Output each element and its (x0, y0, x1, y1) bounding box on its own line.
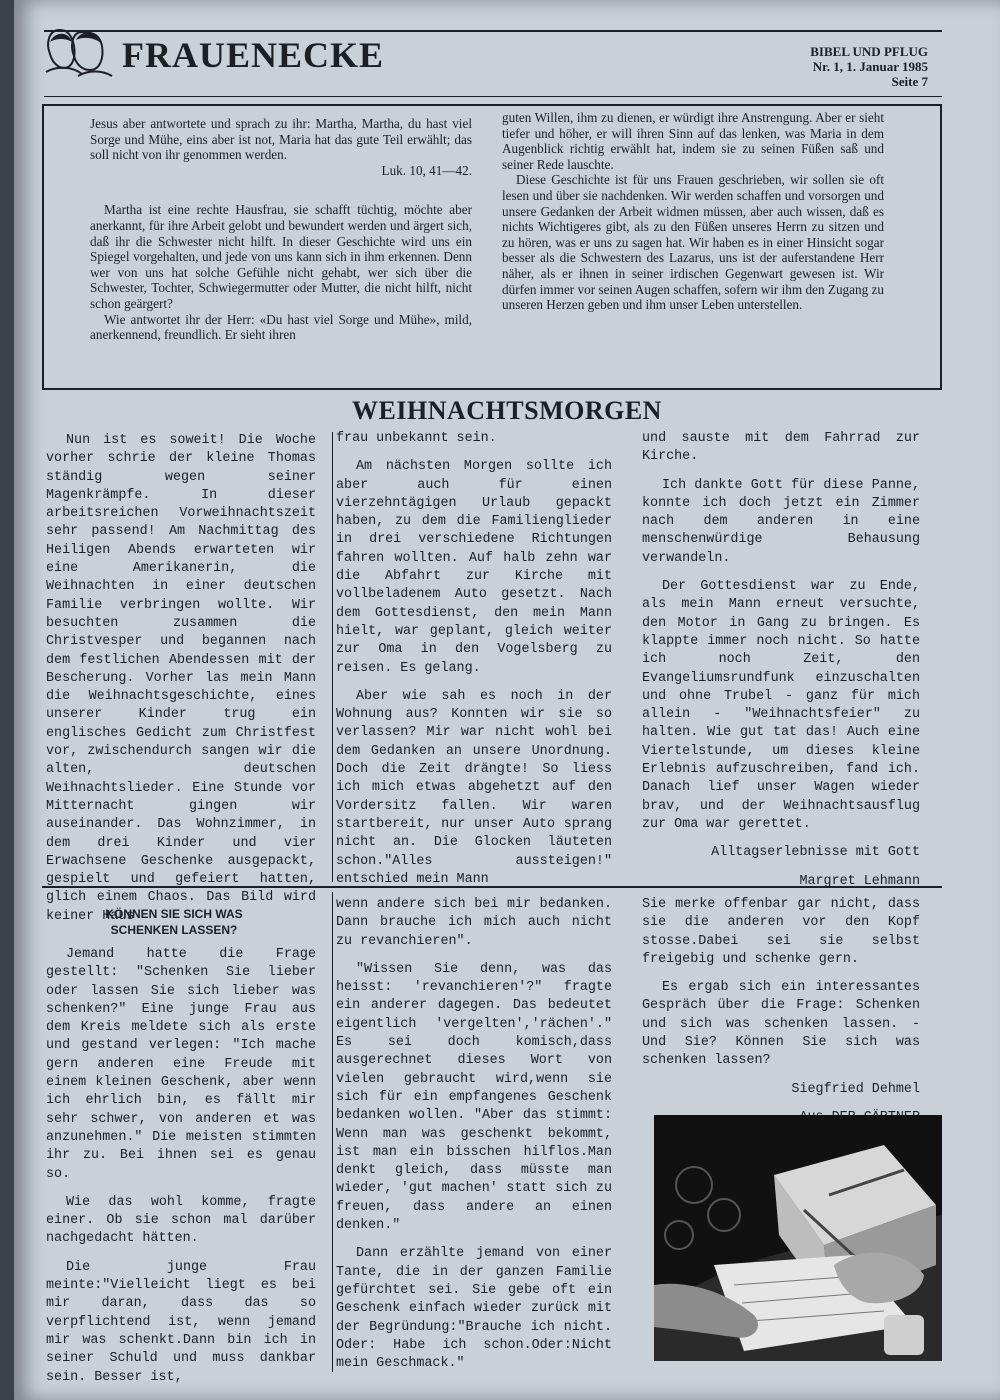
story-paragraph: Aber wie sah es noch in der Wohnung aus? Konnten wir sie so verlassen? Mir war nicht wohl bei dem Gedanken an unsere Unordnung. Doch die Zeit drängte! So liess ich mich etwas abgehetzt auf den Vordersitz fallen. Wir waren startbereit, nur unser Auto sprang nicht an. Die Glocken läuteten schon."Alles aussteigen!" entschied mein Mann (336, 688, 612, 887)
bible-passage-box (42, 104, 942, 390)
story-paragraph: Am nächsten Morgen sollte ich aber auch für einen vierzehntägigen Urlaub gepackt haben, zu dem die Familienglieder in drei verschiedene Richtungen fahren wollten. Auf halb zehn war die Abfahrt zur Kirche mit vollbeladenem Auto gesetzt. Nach dem Gottesdienst, den mein Mann hielt, war geplant, gleich weiter zur Oma in den Vogelsberg zu reisen. Es gelang. (336, 459, 612, 676)
page-number: Seite 7 (891, 74, 928, 89)
masthead-title: FRAUENECKE (122, 35, 385, 75)
story-column-2 (336, 430, 612, 899)
story-column-1 (46, 432, 316, 936)
story-paragraph: Der Gottesdienst war zu Ende, als mein Mann erneut versuchte, den Motor in Gang zu bringen. Es klappte immer noch nicht. So hatte ich noch Zeit, den Evangeliumsrundfunk einzuschalten und ohne Trubel - ganz für mich allein - "Weihnachtsfeier" zu halten. Wie gut tat das! Auch eine Viertelstunde, um dieses kleine Erlebnis aufzuschreiben, fand ich. Danach lief unser Wagen wieder brav, und der Weihnachtsausflug zur Oma war gerettet. (642, 579, 920, 832)
gift-column-2 (336, 896, 612, 1383)
gift-paragraph: wenn andere sich bei mir bedanken. Dann brauche ich mich auch nicht zu revanchieren". (336, 897, 612, 949)
gift-title-line: KÖNNEN SIE SICH WAS (105, 907, 243, 921)
gift-paragraph: Die junge Frau meinte:"Vielleicht liegt es bei mir daran, dass das so verpflichtend ist, wenn jemand mir was schenkt.Dann bin ich in seiner Schuld und muss dankbar sein. Besser ist, (46, 1259, 316, 1385)
gift-title-line: SCHENKEN LASSEN? (110, 923, 238, 937)
gift-article-title (74, 906, 274, 938)
column-divider (332, 892, 333, 1372)
verse-reference: Luk. 10, 41—42. (381, 162, 472, 178)
box-left-column (90, 116, 472, 343)
gift-column-1 (46, 946, 316, 1397)
box-paragraph: Martha ist eine rechte Hausfrau, sie schafft tüchtig, möchte aber anerkannt, für ihre Arbeit gelobt und bewundert werden und ärgert sich, daß ihr die Schwester nicht hilft. In dieser Geschichte wird uns ein Spiegel vorgehalten, und jede von uns kann sich in ihm erkennen. Denn wer von uns hat solche Gefühle nicht gehabt, wer sich über die Schwester, Tochter, Schwiegermutter oder Mutter, die nicht hilft, nicht schon geärgert? (90, 202, 472, 311)
box-paragraph: guten Willen, ihm zu dienen, er würdigt ihre Anstrengung. Aber er sieht tiefer und höher, er will ihren Sinn auf das lenken, was Maria in dem Augenblick richtig erwählt hat, indem sie zu seinen Füßen saß und seiner Rede lauschte. (502, 110, 884, 172)
gift-paragraph: Dann erzählte jemand von einer Tante, die in der ganzen Familie gefürchtet sei. Sie gebe oft ein Geschenk einfach wieder zurück mit der Begründung:"Brauche ich nicht. Oder: Habe ich schon.Oder:Nicht mein Geschmack." (336, 1246, 612, 1372)
publication-name: BIBEL UND PFLUG (810, 44, 928, 59)
story-paragraph: frau unbekannt sein. (336, 431, 497, 446)
story-column-3 (642, 430, 920, 901)
masthead-top-rule (44, 30, 942, 32)
section-divider (42, 886, 942, 888)
gift-paragraph: "Wissen Sie denn, was das heisst: 'revanchieren'?" fragte ein anderer dagegen. Das bedeutet eigentlich 'vergelten','rächen'." Es sei doch komisch,dass ausgerechnet dieses Wort von vielen gebraucht wird,wenn sie sich für ein empfangenes Geschenk bedanken wollen. "Aber das stimmt: Wenn man was geschenkt bekommt, ist man ein bisschen hilflos.Man denkt gleich, dass müsste man wieder, 'gut machen' statt sich zu freuen, dass andere an einen denken." (336, 961, 612, 1234)
newspaper-page (14, 0, 1000, 1400)
box-right-column (502, 110, 884, 313)
gift-photo (654, 1115, 942, 1361)
story-paragraph: und sauste mit dem Fahrrad zur Kirche. (642, 431, 920, 465)
box-paragraph: Wie antwortet ihr der Herr: «Du hast viel Sorge und Mühe», mild, anerkennend, freundlich. Er sieht ihren (90, 311, 472, 343)
story-source: Alltagserlebnisse mit Gott (711, 845, 920, 861)
gift-paragraph: Sie merke offenbar gar nicht, dass sie die anderen vor den Kopf stosse.Dabei sei sie selbst freigebig und schenke gern. (642, 897, 920, 967)
story-paragraph: Nun ist es soweit! Die Woche vorher schrie der kleine Thomas ständig wegen seiner Magenkrämpfe. In dieser arbeitsreichen Vorweihnachtszeit sehr passend! Am Nachmittag des Heiligen Abends erwarteten wir eine Amerikanerin, die Weihnachten in einer deutschen Familie verbringen wollte. Wir besuchten zusammen die Christvesper und begannen nach dem festlichen Abendessen mit der Bescherung. Vorher las mein Mann die Weihnachtsgeschichte, eines unserer Kinder trug ein englisches Gedicht zum Christfest vor, zwischendurch sangen wir die alten, deutschen Weihnachtslieder. Eine Stunde vor Mitternacht gingen wir auseinander. Das Wohnzimmer, in dem drei Kinder und vier Erwachsene Geschenke ausgepackt, gespielt und gefeiert hatten, glich einem Chaos. Das Bild wird keiner Haus (46, 433, 316, 924)
issue-date: Nr. 1, 1. Januar 1985 (812, 59, 928, 74)
gift-paragraph: Wie das wohl komme, fragte einer. Ob sie schon mal darüber nachgedacht hätten. (46, 1194, 316, 1247)
article-headline: WEIHNACHTSMORGEN (352, 396, 662, 425)
gift-paragraph: Jemand hatte die Frage gestellt: "Schenken Sie lieber oder lassen Sie sich lieber was schenken?" Eine junge Frau aus dem Kreis meldete sich als erste und gestand verlegen: "Ich mache gern anderen eine Freude mit einem kleinen Geschenk, aber wenn ich ehrlich bin, es fällt mir sehr schwer, von anderen et was anzunehmen." Die meisten stimmten ihr zu. Bei ihnen sei es genau so. (46, 947, 316, 1182)
column-divider (332, 432, 333, 882)
gift-column-3 (642, 896, 920, 1137)
story-paragraph: Ich dankte Gott für diese Panne, konnte ich doch jetzt ein Zimmer nach dem anderen in eine menschenwürdige Behausung verwandeln. (642, 477, 920, 566)
gift-paragraph: Es ergab sich ein interessantes Gespräch über die Frage: Schenken und sich was schenken lassen. - Und Sie? Können Sie sich was schenken lassen? (642, 980, 920, 1069)
masthead-bottom-rule (44, 96, 942, 97)
gift-author: Siegfried Dehmel (791, 1081, 920, 1097)
box-paragraph: Diese Geschichte ist für uns Frauen geschrieben, wir sollen sie oft lesen und über sie nachdenken. Wir werden schaffen und vorsorgen und unsere Gedanken der Arbeit widmen müssen, aber auch wissen, daß es nichts Wichtigeres gibt, als zu den Füßen unseres Herrn zu sitzen und zu hören, was er uns zu sagen hat. Wir haben es in einer Hinsicht sogar besser als die Schwestern des Lazarus, uns ist der auferstandene Herr näher, als er ihnen in seiner irdischen Gegenwart gewesen ist. Wir dürfen immer vor seinen Augen schaffen, sofern wir ihm den Zugang zu unseren Herzen geben und ihm unser Leben unterstellen. (502, 172, 884, 313)
gift-hands-image (654, 1115, 942, 1361)
bible-verse: Jesus aber antwortete und sprach zu ihr: Martha, Martha, du hast viel Sorge und Mühe, eins aber ist not, Maria hat das gute Teil erwählt; das soll nicht von ihr genommen werden. (90, 116, 472, 163)
story-author: Margret Lehmann (799, 873, 920, 889)
publication-info (810, 44, 928, 89)
